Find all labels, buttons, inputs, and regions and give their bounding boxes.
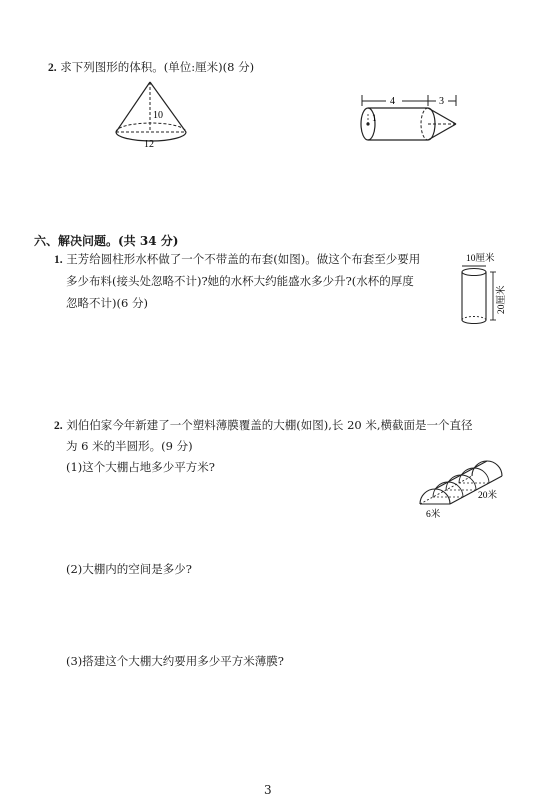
cyl-radius-label: 1: [372, 113, 377, 123]
p1-number: 1.: [54, 254, 63, 266]
greenhouse-length-label: 20米: [478, 491, 498, 501]
cylinder-cone-figure: [358, 92, 468, 152]
q2-number: 2.: [48, 62, 57, 74]
p2-text-line2: 为 6 米的半圆形。(9 分): [66, 439, 193, 453]
greenhouse-width-label: 6米: [426, 510, 441, 520]
p2-sub2: (2)大棚内的空间是多少?: [66, 562, 192, 576]
p2-number: 2.: [54, 420, 63, 432]
p1-text-line2: 多少布料(接头处忽略不计)?她的水杯大约能盛水多少升?(水杯的厚度: [66, 274, 414, 288]
p2-text-line1: 刘伯伯家今年新建了一个塑料薄膜覆盖的大棚(如图),长 20 米,横截面是一个直径: [66, 418, 473, 432]
cone-length-label: 3: [439, 96, 444, 107]
cone-height-label: 10: [153, 110, 163, 121]
p2-sub3: (3)搭建这个大棚大约要用多少平方米薄膜?: [66, 654, 284, 668]
greenhouse-figure: [414, 460, 514, 522]
p2-sub1: (1)这个大棚占地多少平方米?: [66, 460, 215, 474]
cone-diameter-label: 12: [144, 139, 154, 150]
cone-figure: [110, 78, 195, 153]
p1-text-line3: 忽略不计)(6 分): [66, 296, 148, 310]
section-title: 六、解决问题。(共 34 分): [34, 234, 179, 248]
p1-text-line1: 王芳给圆柱形水杯做了一个不带盖的布套(如图)。做这个布套至少要用: [66, 252, 421, 266]
q2-header: [48, 58, 254, 77]
cup-height-label: 20厘米: [497, 285, 507, 314]
q2-text: 求下列图形的体积。(单位:厘米)(8 分): [60, 60, 255, 74]
cup-figure: [452, 250, 516, 332]
cup-diameter-label: 10厘米: [466, 254, 495, 264]
p1-line1: [54, 250, 420, 269]
p2-line1: [54, 416, 473, 435]
cyl-length-label: 4: [390, 96, 395, 107]
page-number: 3: [264, 783, 272, 797]
